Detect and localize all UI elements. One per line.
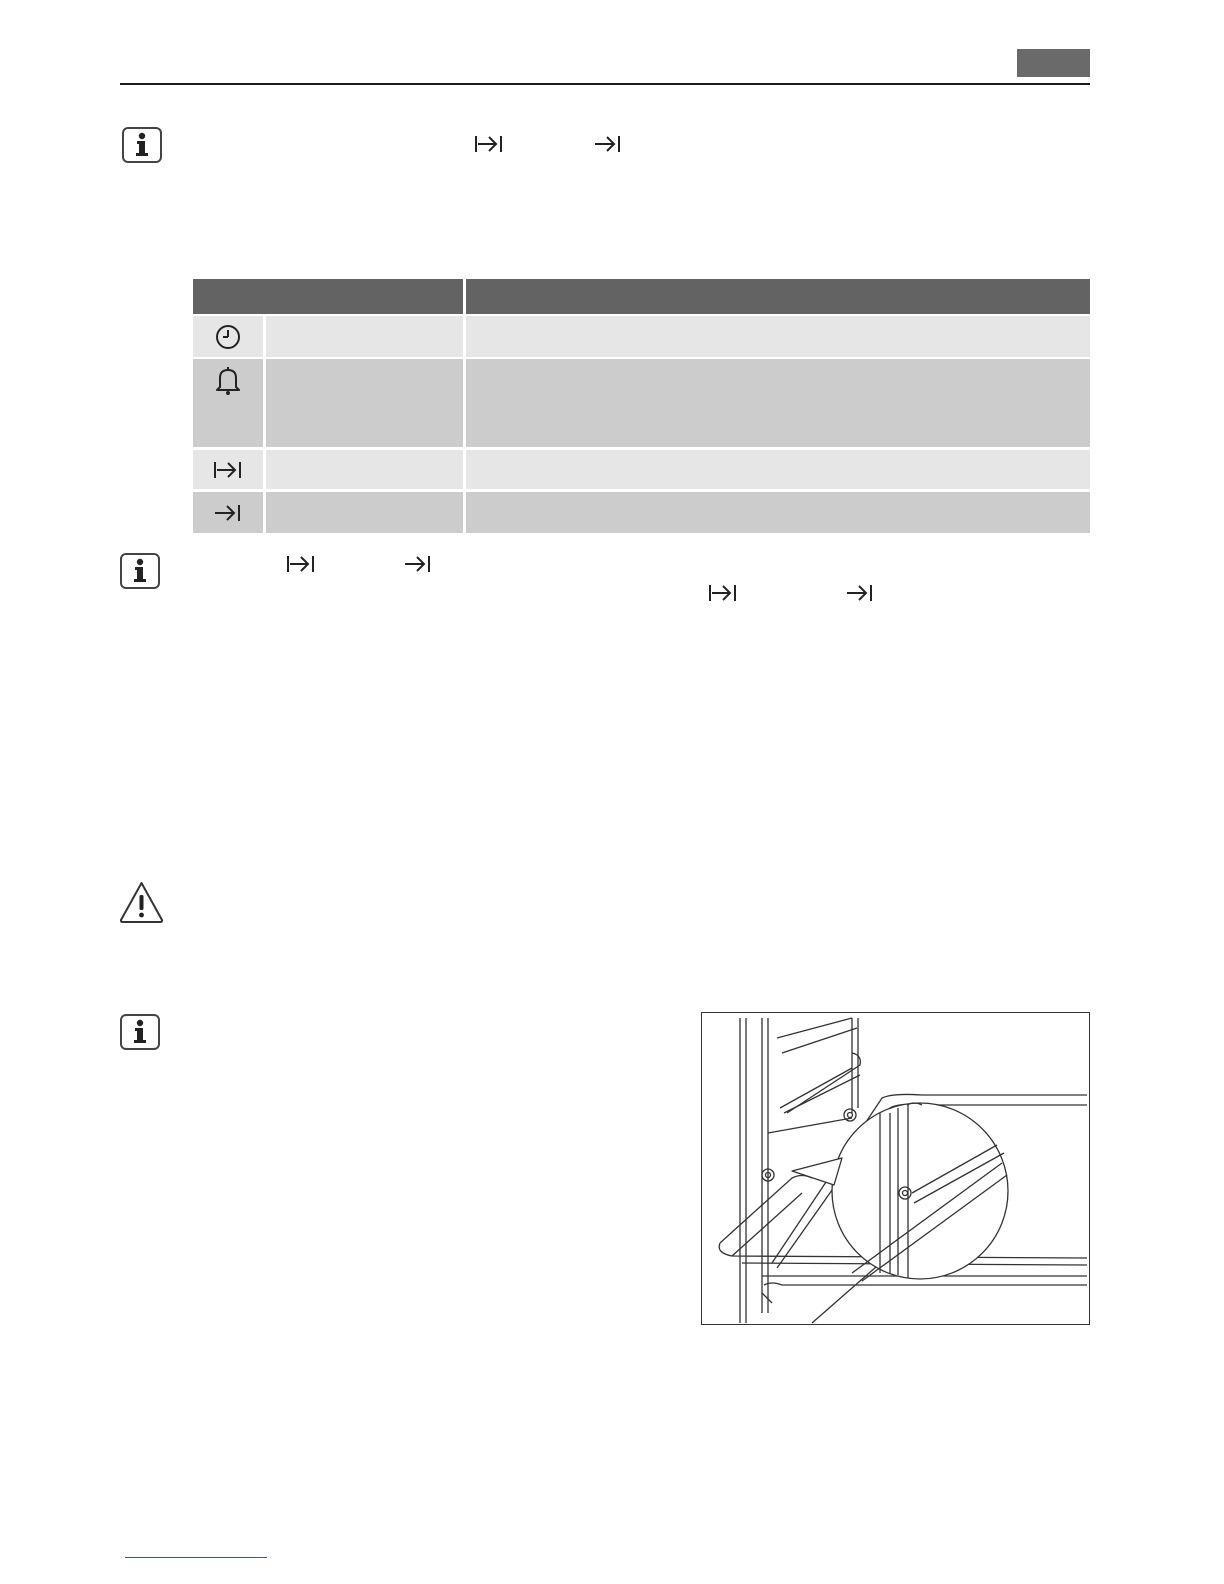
warning-triangle-icon — [118, 880, 165, 924]
table-icon-cell — [193, 316, 263, 357]
table-row — [193, 316, 1090, 357]
table-header-function — [193, 279, 463, 314]
table-icon-cell — [193, 492, 263, 533]
table-cell — [266, 316, 463, 357]
table-row — [193, 359, 1090, 447]
table-cell — [266, 492, 463, 533]
table-header-application — [466, 279, 1090, 314]
duration-icon — [213, 459, 243, 481]
bell-icon — [215, 365, 241, 395]
table-cell — [466, 492, 1090, 533]
table-cell — [266, 359, 463, 447]
end-icon — [404, 553, 432, 575]
table-cell — [266, 450, 463, 489]
oven-shelf-illustration — [702, 1013, 1090, 1325]
table-cell — [466, 316, 1090, 357]
clock-icon — [214, 323, 242, 351]
info-icon — [122, 127, 162, 163]
table-cell — [466, 359, 1090, 447]
info-icon — [120, 553, 160, 589]
end-icon — [594, 133, 622, 155]
table-icon-cell — [193, 359, 263, 447]
duration-icon — [474, 133, 504, 155]
duration-icon — [286, 553, 316, 575]
footer-link[interactable] — [125, 1557, 267, 1558]
end-icon — [846, 582, 874, 604]
table-row — [193, 492, 1090, 533]
duration-icon — [708, 582, 738, 604]
end-icon — [214, 502, 242, 524]
table-icon-cell — [193, 450, 263, 489]
table-cell — [466, 450, 1090, 489]
table-row — [193, 450, 1090, 489]
section-tab — [1017, 49, 1090, 77]
info-icon — [120, 1014, 160, 1050]
oven-shelf-figure — [701, 1012, 1090, 1325]
header-rule — [120, 83, 1090, 85]
